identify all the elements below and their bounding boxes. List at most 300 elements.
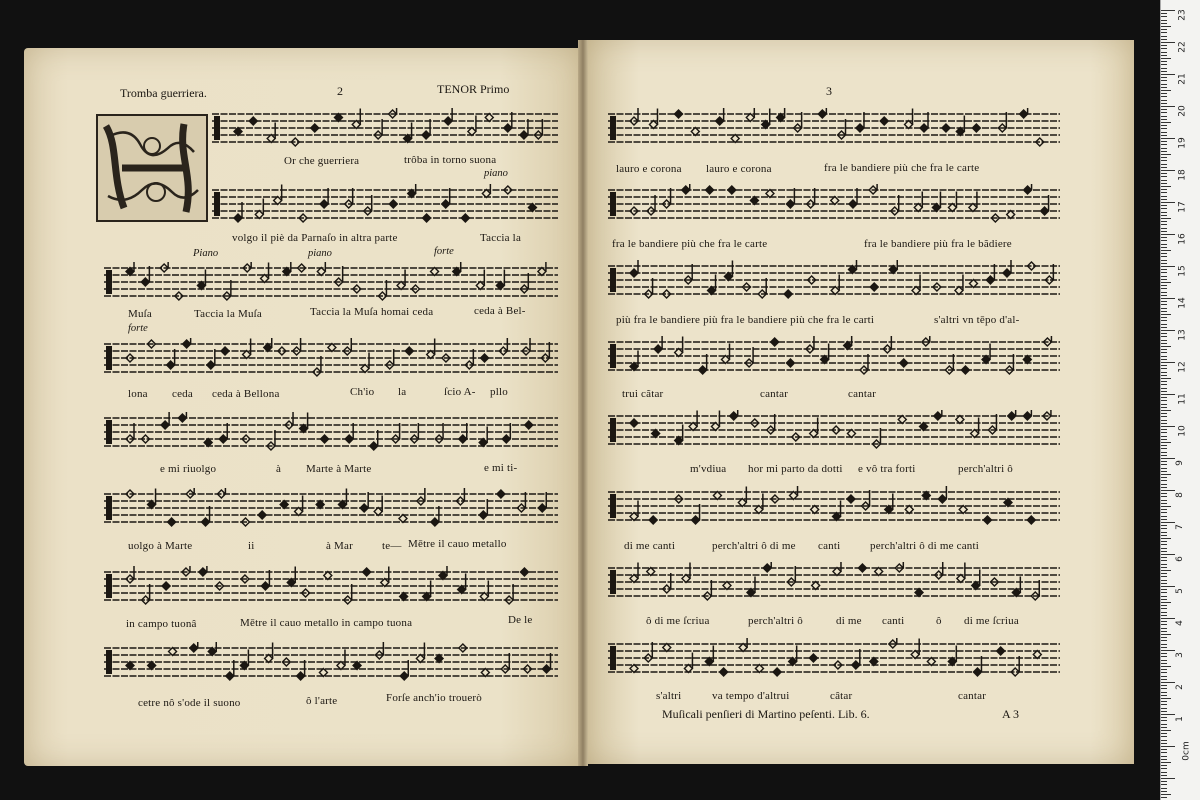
ruler-tick [1161,378,1171,379]
music-note [945,354,953,374]
music-note [935,562,943,579]
music-note [675,425,683,445]
ruler-tick [1161,682,1175,683]
music-note [217,488,225,498]
music-note [167,349,175,369]
ruler-tick [1161,573,1167,574]
ruler-tick [1161,519,1167,520]
ruler-tick [1161,720,1167,721]
ruler-tick [1161,471,1167,472]
clef-mark [106,650,112,674]
lyric-text: hor mi parto da dotti [748,463,843,475]
music-note [538,492,546,512]
ruler-tick [1161,346,1171,347]
ruler-tick [1161,352,1167,353]
ruler-tick [1161,618,1175,619]
ruler-tick [1161,797,1167,798]
ruler-tick [1161,36,1167,37]
ruler-tick [1161,205,1167,206]
music-note [1005,354,1013,374]
ruler-tick [1161,208,1167,209]
ruler-tick [1161,42,1175,43]
ruler-number: 20 [1177,105,1188,117]
clef-mark [106,496,112,520]
ruler-number: 8 [1174,492,1185,498]
music-note [858,564,866,572]
ruler-tick [1161,154,1171,155]
ruler-tick [1161,644,1167,645]
music-note [745,347,753,367]
ruler-tick [1161,167,1167,168]
ruler-tick [1161,48,1167,49]
ruler-tick [1161,685,1167,686]
ruler-number: 16 [1177,233,1188,245]
lyric-text: Taccia la [480,232,522,244]
ruler-tick [1161,656,1167,657]
ruler-tick [1161,554,1175,555]
ruler-tick [1161,263,1167,264]
ruler-tick [1161,522,1175,523]
lyric-text: m'vdiua [690,463,727,475]
music-note [541,342,549,362]
music-staff [608,410,1060,454]
music-note [386,349,394,369]
ruler-tick [1161,64,1167,65]
ruler-tick [1161,362,1175,363]
music-note [219,423,227,443]
music-note [456,488,464,505]
music-note [663,573,671,593]
music-note [505,584,513,604]
music-note [720,668,728,676]
music-note [1011,656,1019,676]
ruler-tick [1161,224,1167,225]
music-note [321,435,329,443]
music-staff [608,260,1060,304]
ruler-tick [1161,80,1167,81]
ruler-tick [1161,212,1167,213]
ruler-tick [1161,324,1167,325]
ruler-tick [1161,77,1167,78]
music-note [378,280,386,300]
ruler-tick [1161,464,1167,465]
ruler-tick [1161,100,1167,101]
music-note [392,423,400,443]
ruler-tick [1161,221,1167,222]
ruler-tick [1161,103,1167,104]
music-note [957,563,965,583]
music-note [431,506,439,526]
ruler-tick [1161,330,1175,331]
lyric-text: cantar [848,388,877,400]
signature-mark: A 3 [1002,707,1020,721]
ruler-tick [1161,660,1167,661]
music-note [126,566,134,583]
ruler-tick [1161,266,1175,267]
ruler-tick [1161,151,1167,152]
ruler-tick [1161,512,1167,513]
music-note [806,336,814,353]
ruler-tick [1161,32,1167,33]
music-note [932,192,940,212]
music-note [869,184,877,194]
ruler-tick [1161,746,1175,747]
ruler-tick [1161,176,1167,177]
lyric-text: ô di me ſcriua [646,615,710,627]
music-note [345,423,353,443]
music-note [663,188,671,208]
lyric-text: ô l'arte [306,695,338,707]
lyric-text: Taccia la Muſa [194,308,262,320]
music-note [499,338,507,355]
music-note [370,430,378,450]
ruler-tick [1161,477,1167,478]
ruler-tick [1161,400,1167,401]
ruler-tick [1161,368,1167,369]
lyric-text: ceda à Bellona [212,388,280,400]
music-note [479,427,487,447]
lyric-text: Forſe anch'io trouerò [386,692,482,704]
music-note [502,423,510,443]
ruler-number: 7 [1174,524,1185,530]
ruler-tick [1161,375,1167,376]
clef-mark [610,418,616,442]
decorated-initial-h [96,114,208,222]
ruler-tick [1161,343,1167,344]
ruler-tick [1161,397,1167,398]
music-note [435,423,443,443]
music-note [699,354,707,374]
music-note [427,339,435,359]
ruler-tick [1161,493,1167,494]
ruler-tick [1161,317,1167,318]
lyric-text: e vô tra forti [858,463,916,475]
lyric-text: te— [382,540,402,552]
ruler-tick [1161,474,1171,475]
ruler-tick [1161,708,1167,709]
ruler-tick [1161,612,1167,613]
music-note [818,108,826,118]
dynamic-marking: forte [434,246,454,257]
music-note [821,344,829,364]
music-note [948,646,956,666]
ruler-tick [1161,589,1167,590]
ruler-tick [1161,416,1167,417]
music-note [265,643,273,663]
clef-mark [610,494,616,518]
music-note [767,414,775,434]
music-note [895,562,903,572]
ruler-tick [1161,340,1167,341]
ruler-tick [1161,788,1167,789]
ruler-tick [1161,458,1175,459]
music-note [630,419,638,427]
ruler-tick [1161,314,1171,315]
clef-mark [610,116,616,140]
ruler-tick [1161,349,1167,350]
music-note [148,489,156,509]
music-note [716,108,724,125]
lyric-text: fra le bandiere più che fra le carte [612,238,768,250]
ruler-tick [1161,122,1171,123]
ruler-number: 17 [1177,201,1188,213]
music-staff [608,562,1060,606]
music-staff [104,488,558,532]
lyric-text: De le [508,614,533,626]
lyric-text: pllo [490,386,508,398]
music-note [889,638,897,648]
music-note [724,261,732,281]
music-note [986,264,994,284]
ruler-tick [1161,128,1167,129]
ruler-tick [1161,29,1167,30]
ruler-tick [1161,676,1167,677]
lyric-text: cantar [958,690,987,702]
music-note [202,506,210,526]
lyric-text: ceda [172,388,193,400]
ruler-tick [1161,381,1167,382]
music-note [207,349,215,369]
music-note [1020,108,1028,118]
ruler-number: 6 [1174,556,1185,562]
music-staff [104,262,558,306]
lyric-text: volgo il piè da Parnaſo in altra parte [232,232,398,244]
lyric-text: Taccia la Muſa homai ceda [310,306,434,318]
ruler-tick [1161,717,1167,718]
lyric-text: in campo tuonâ [126,618,197,630]
ruler-tick [1161,228,1167,229]
ruler-tick [1161,333,1167,334]
ruler-number: 15 [1177,265,1188,277]
ruler-tick [1161,279,1167,280]
ruler-tick [1161,551,1167,552]
ruler-tick [1161,564,1167,565]
music-note [911,639,919,659]
ruler-tick [1161,301,1167,302]
music-note [261,570,269,590]
header-page-number-right: 3 [826,84,832,98]
music-note [337,650,345,670]
music-note [442,188,450,208]
ruler-tick [1161,608,1167,609]
music-note [870,283,878,291]
ruler-tick [1161,455,1167,456]
music-note [497,490,505,498]
music-note [630,563,638,583]
music-staff [104,338,558,382]
ruler-tick [1161,759,1167,760]
lyric-text: di me canti [624,540,676,552]
music-note [162,582,170,590]
music-note [522,338,530,355]
lyric-text: lauro e corona [616,163,682,175]
music-note [335,266,343,286]
ruler-tick [1161,96,1167,97]
ruler-tick [1161,525,1167,526]
music-note [345,188,353,208]
music-note [313,356,321,376]
ruler-tick [1161,615,1167,616]
music-note [168,518,176,526]
music-note [998,112,1006,132]
ruler-tick [1161,320,1167,321]
music-note [542,653,550,673]
music-note [728,186,736,194]
lyric-text: perch'altri ô di me [712,540,796,552]
music-note [126,423,134,443]
music-staff [212,108,558,152]
music-note [675,110,683,118]
ruler-tick [1161,506,1171,507]
lyric-text: trui cãtar [622,388,664,400]
ruler-tick [1161,180,1167,181]
music-note [789,646,797,666]
music-note [300,413,308,433]
music-note [361,353,369,373]
music-note [961,366,969,374]
header-title-left: Tromba guerriera. [120,86,207,100]
music-note [223,280,231,300]
music-note [784,290,792,298]
ruler-tick [1161,164,1167,165]
ruler-tick [1161,148,1167,149]
ruler-tick [1161,276,1167,277]
music-note [755,494,763,514]
music-note [480,581,488,601]
ruler-tick [1161,730,1171,731]
music-note [410,423,418,443]
music-note [972,124,980,132]
music-note [920,112,928,132]
music-note [496,270,504,290]
music-note [810,418,818,438]
ruler-tick [1161,637,1167,638]
music-note [520,273,528,293]
ruler-tick [1161,135,1167,136]
music-note [501,653,509,673]
music-note [912,275,920,295]
ruler-tick [1161,39,1167,40]
lyric-text: trôba in torno suona [404,154,497,166]
lyric-text: e mi riuolgo [160,463,217,475]
music-note [973,656,981,676]
clef-mark [610,570,616,594]
music-note [703,580,711,600]
ruler-number: 3 [1174,652,1185,658]
ruler-tick [1161,736,1167,737]
ruler-tick [1161,743,1167,744]
music-note [374,119,382,139]
ruler-tick [1161,106,1175,107]
music-note [983,516,991,524]
ruler-tick [1161,288,1167,289]
ruler-tick [1161,557,1167,558]
music-note [883,336,891,353]
ruler-tick [1161,244,1167,245]
music-staff [104,642,558,686]
music-note [422,119,430,139]
music-note [481,354,489,362]
music-note [809,654,817,662]
music-note [258,511,266,519]
lyric-text: ii [248,540,255,552]
music-note [161,412,169,429]
ruler-tick [1161,359,1167,360]
ruler-tick [1161,468,1167,469]
ruler-tick [1161,532,1167,533]
ruler-tick [1161,247,1167,248]
ruler-tick [1161,119,1167,120]
music-note [297,660,305,680]
ruler-tick [1161,138,1175,139]
music-note [682,563,690,583]
music-note [458,574,466,594]
music-note [838,119,846,139]
ruler-tick [1161,714,1175,715]
ruler-tick [1161,711,1167,712]
music-note [381,567,389,587]
ruler-tick [1161,592,1167,593]
ruler-tick [1161,672,1167,673]
ruler-tick [1161,413,1167,414]
ruler-tick [1161,669,1167,670]
ruler-tick [1161,666,1171,667]
ruler-tick [1161,215,1167,216]
ruler-tick [1161,599,1167,600]
music-staff [608,638,1060,682]
music-note [160,262,168,272]
music-note [831,275,839,295]
ruler-tick [1161,653,1167,654]
ruler-tick [1161,781,1167,782]
music-staff [608,184,1060,228]
header-page-number-left: 2 [337,84,343,98]
music-note [872,428,880,448]
ruler-tick [1161,596,1167,597]
ruler-tick [1161,544,1167,545]
ruler-tick [1161,480,1167,481]
music-note [1031,580,1039,600]
ruler-tick [1161,695,1167,696]
ruler-number: 19 [1177,137,1188,149]
music-note [905,109,913,129]
music-note [807,188,815,208]
music-note [267,123,275,143]
music-note [771,338,779,346]
ruler-tick [1161,503,1167,504]
music-note [344,584,352,604]
music-note [1027,516,1035,524]
ruler-tick [1161,448,1167,449]
ruler-tick [1161,541,1167,542]
ruler-tick [1161,10,1175,11]
music-note [285,412,293,429]
music-note [1008,410,1016,420]
ruler-number: 12 [1177,361,1188,373]
clef-mark [214,192,220,216]
ruler-tick [1161,650,1175,651]
ruler-tick [1161,624,1167,625]
ruler-tick [1161,61,1167,62]
lyric-text: s'altri vn tēpo d'al- [934,314,1020,326]
ruler-tick [1161,688,1167,689]
ruler-tick [1161,116,1167,117]
ruler-tick [1161,775,1167,776]
music-note [243,339,251,359]
music-note [849,188,857,208]
ruler-tick [1161,580,1167,581]
ruler-tick [1161,426,1175,427]
